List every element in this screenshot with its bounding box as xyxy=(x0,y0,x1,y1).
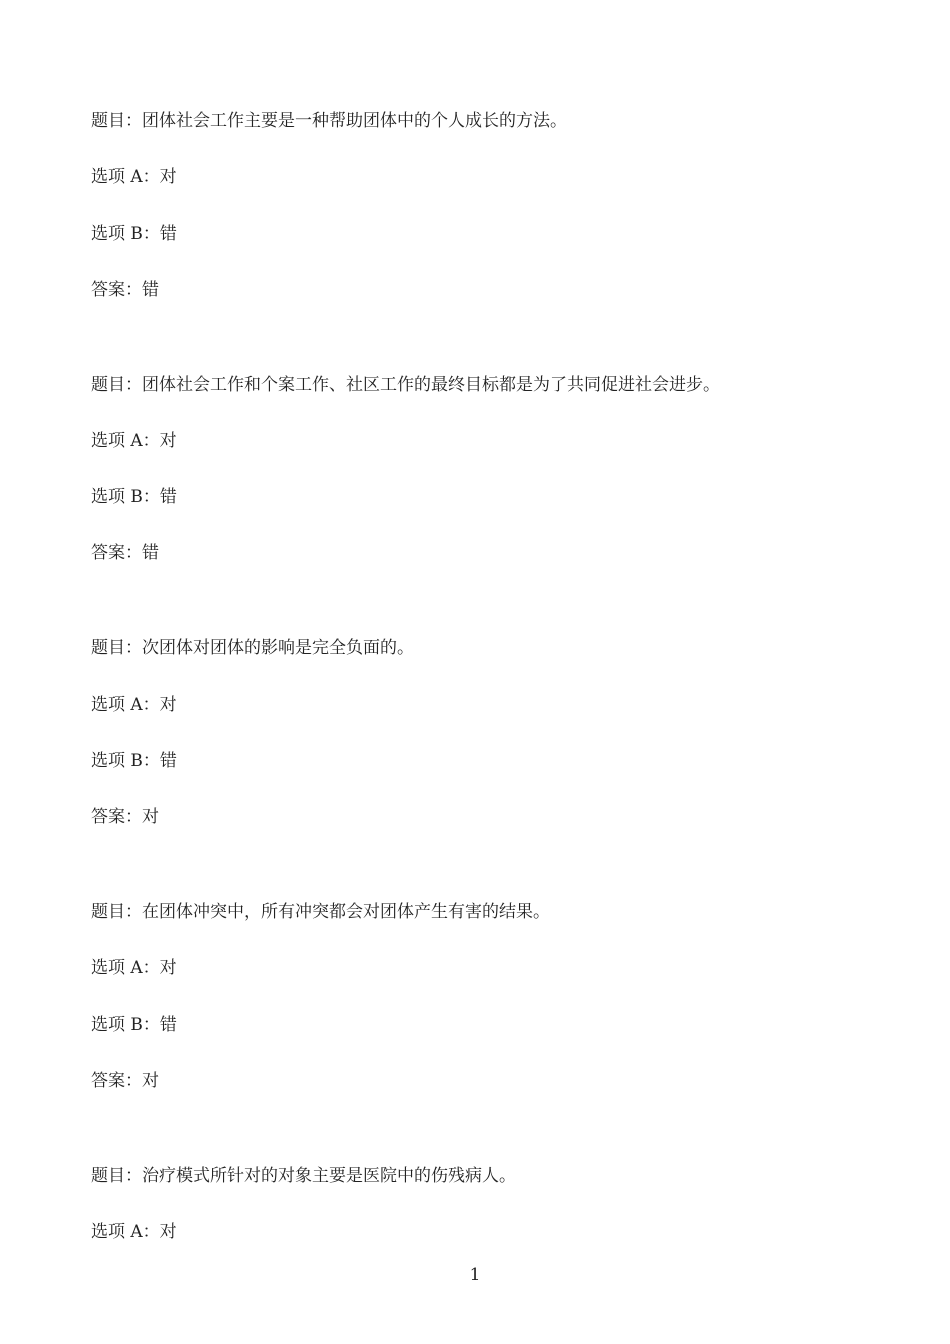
question-3-option-a: 选项 A：对 xyxy=(91,695,177,715)
question-3-option-b: 选项 B：错 xyxy=(91,751,177,771)
question-2-option-a: 选项 A：对 xyxy=(91,431,177,451)
question-1-option-b: 选项 B：错 xyxy=(91,224,177,244)
question-2-text: 题目：团体社会工作和个案工作、社区工作的最终目标都是为了共同促进社会进步。 xyxy=(91,375,720,395)
question-4-answer: 答案：对 xyxy=(91,1071,159,1091)
page-number: 1 xyxy=(469,1265,481,1285)
question-4-option-a: 选项 A：对 xyxy=(91,958,177,978)
question-4-text: 题目：在团体冲突中，所有冲突都会对团体产生有害的结果。 xyxy=(91,902,550,922)
question-5-option-a: 选项 A：对 xyxy=(91,1222,177,1242)
question-5-text: 题目：治疗模式所针对的对象主要是医院中的伤残病人。 xyxy=(91,1166,516,1186)
question-1-text: 题目：团体社会工作主要是一种帮助团体中的个人成长的方法。 xyxy=(91,111,567,131)
question-2-option-b: 选项 B：错 xyxy=(91,487,177,507)
question-3-answer: 答案：对 xyxy=(91,807,159,827)
question-2-answer: 答案：错 xyxy=(91,543,159,563)
question-1-option-a: 选项 A：对 xyxy=(91,167,177,187)
question-3-text: 题目：次团体对团体的影响是完全负面的。 xyxy=(91,638,414,658)
question-1-answer: 答案：错 xyxy=(91,280,159,300)
question-4-option-b: 选项 B：错 xyxy=(91,1015,177,1035)
